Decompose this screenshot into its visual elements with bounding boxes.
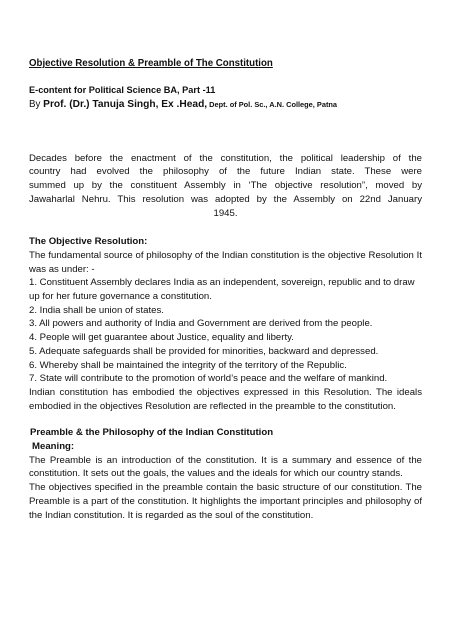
byline bbox=[29, 97, 422, 112]
section-closing-paragraph: Indian constitution has embodied the objectives expressed in this Resolution. The ideals embodied in the objectives Resolution are reflected in the preamble to the constitution. bbox=[29, 386, 422, 412]
section-paragraph: The objectives specified in the preamble contain the basic structure of our constitution. The Preamble is a part of the constitution. It highlights the important principles and philosophy of the Indian constitution. It is regarded as the soul of the constitution. bbox=[29, 482, 422, 521]
intro-line: country had evolved the philosophy of the future Indian state. These were bbox=[29, 166, 422, 178]
author-name: Prof. (Dr.) Tanuja Singh, Ex .Head, bbox=[43, 98, 208, 110]
intro-paragraph bbox=[29, 152, 422, 221]
list-item: 1. Constituent Assembly declares India as an independent, sovereign, republic and to draw up for her future governance a constitution. bbox=[29, 277, 415, 303]
list-item: 6. Whereby shall be maintained the integrity of the territory of the Republic. bbox=[29, 359, 347, 371]
list-item: 4. People will get guarantee about Justice, equality and liberty. bbox=[29, 332, 294, 344]
author-department: Dept. of Pol. Sc., A.N. College, Patna bbox=[207, 99, 338, 109]
intro-line: Jawaharlal Nehru. This resolution was adopted by the Assembly on 22nd January bbox=[29, 193, 422, 205]
econtent-line: E-content for Political Science BA, Part -11 bbox=[29, 84, 216, 95]
list-item: 5. Adequate safeguards shall be provided for minorities, backward and depressed. bbox=[29, 345, 379, 357]
intro-line: summed up by the constituent Assembly in ‘The objective resolution”, moved by bbox=[29, 180, 422, 192]
section-heading-preamble: Preamble & the Philosophy of the Indian Constitution bbox=[30, 427, 274, 439]
document-title: Objective Resolution & Preamble of The Constitution bbox=[29, 58, 273, 69]
intro-line: Decades before the enactment of the constitution, the political leadership of the bbox=[29, 152, 422, 164]
list-item: 3. All powers and authority of India and Government are derived from the people. bbox=[29, 318, 373, 330]
section-subheading-meaning: Meaning: bbox=[32, 441, 75, 453]
intro-line-last: 1945. bbox=[213, 207, 238, 219]
byline-prefix: By bbox=[29, 98, 44, 110]
section-heading-objective-resolution: The Objective Resolution: bbox=[29, 236, 148, 248]
section-paragraph: The Preamble is an introduction of the constitution. It is a summary and essence of the constitution. It sets out the goals, the values and the ideals for which our country stands. bbox=[29, 454, 422, 480]
list-item: 2. India shall be union of states. bbox=[29, 304, 164, 316]
list-item: 7. State will contribute to the promotion of world’s peace and the welfare of mankind. bbox=[29, 373, 388, 385]
section-paragraph: The fundamental source of philosophy of the Indian constitution is the objective Resolution It was as under: - bbox=[29, 249, 422, 275]
